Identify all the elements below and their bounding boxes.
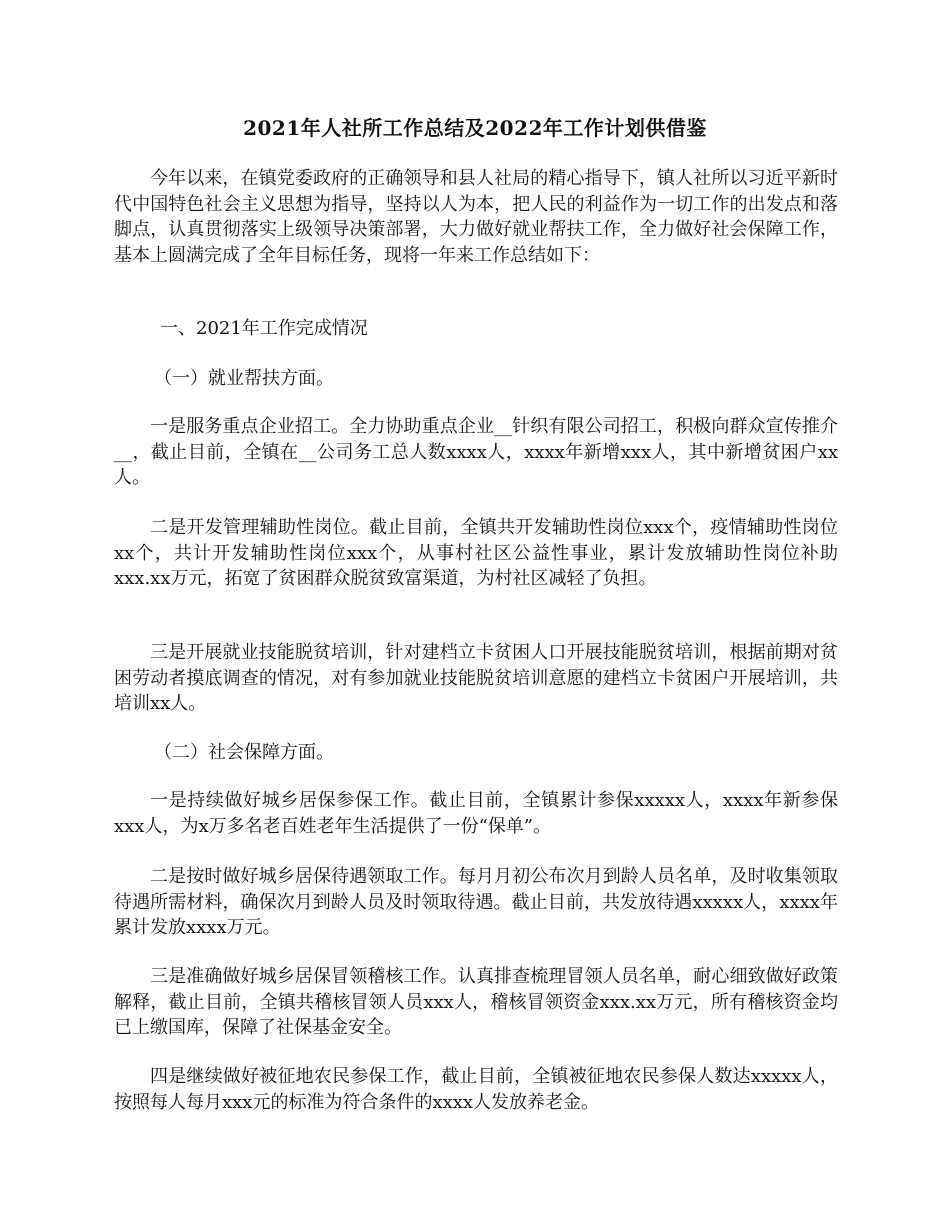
paragraph-insurance-enrollment: 一是持续做好城乡居保参保工作。截止目前，全镇累计参保xxxxx人，xxxx年新参保xxx人，为x万多名老百姓老年生活提供了一份“保单”。 (114, 790, 838, 837)
subsection-heading-social-security: （二）社会保障方面。 (154, 742, 334, 763)
intro-paragraph: 今年以来，在镇党委政府的正确领导和县人社局的精心指导下，镇人社所以习近平新时代中国特色社会主义思想为指导，坚持以人为本，把人民的利益作为一切工作的出发点和落脚点，认真贯彻落实上级领导决策部署，大力做好就业帮扶工作，全力做好社会保障工作，基本上圆满完成了全年目标任务，现将一年来工作总结如下： (114, 168, 838, 266)
section-heading-2021-work: 一、2021年工作完成情况 (160, 318, 368, 339)
paragraph-skills-training: 三是开展就业技能脱贫培训，针对建档立卡贫困人口开展技能脱贫培训，根据前期对贫困劳动者摸底调查的情况，对有参加就业技能脱贫培训意愿的建档立卡贫困户开展培训，共培训xx人。 (114, 642, 838, 715)
subsection-heading-employment: （一）就业帮扶方面。 (154, 368, 334, 389)
paragraph-benefit-payment: 二是按时做好城乡居保待遇领取工作。每月月初公布次月到龄人员名单，及时收集领取待遇所需材料，确保次月到龄人员及时领取待遇。截止目前，共发放待遇xxxxx人，xxxx年累计发放xxxx万元。 (114, 866, 838, 939)
paragraph-auxiliary-posts: 二是开发管理辅助性岗位。截止目前，全镇共开发辅助性岗位xxx个，疫情辅助性岗位xx个，共计开发辅助性岗位xxx个，从事村社区公益性事业，累计发放辅助性岗位补助xxx.xx万元，拓宽了贫困群众脱贫致富渠道，为村社区减轻了负担。 (114, 517, 838, 590)
paragraph-enterprise-recruitment: 一是服务重点企业招工。全力协助重点企业__针织有限公司招工，积极向群众宣传推介__，截止目前，全镇在__公司务工总人数xxxx人，xxxx年新增xxx人，其中新增贫困户xx人。 (114, 416, 838, 489)
paragraph-land-acquired-farmers: 四是继续做好被征地农民参保工作，截止目前，全镇被征地农民参保人数达xxxxx人，按照每人每月xxx元的标准为符合条件的xxxx人发放养老金。 (114, 1066, 838, 1113)
paragraph-fraud-audit: 三是准确做好城乡居保冒领稽核工作。认真排查梳理冒领人员名单，耐心细致做好政策解释，截止目前，全镇共稽核冒领人员xxx人，稽核冒领资金xxx.xx万元，所有稽核资金均已上缴国库，保障了社保基金安全。 (114, 966, 838, 1039)
document-title: 2021年人社所工作总结及2022年工作计划供借鉴 (243, 116, 707, 140)
